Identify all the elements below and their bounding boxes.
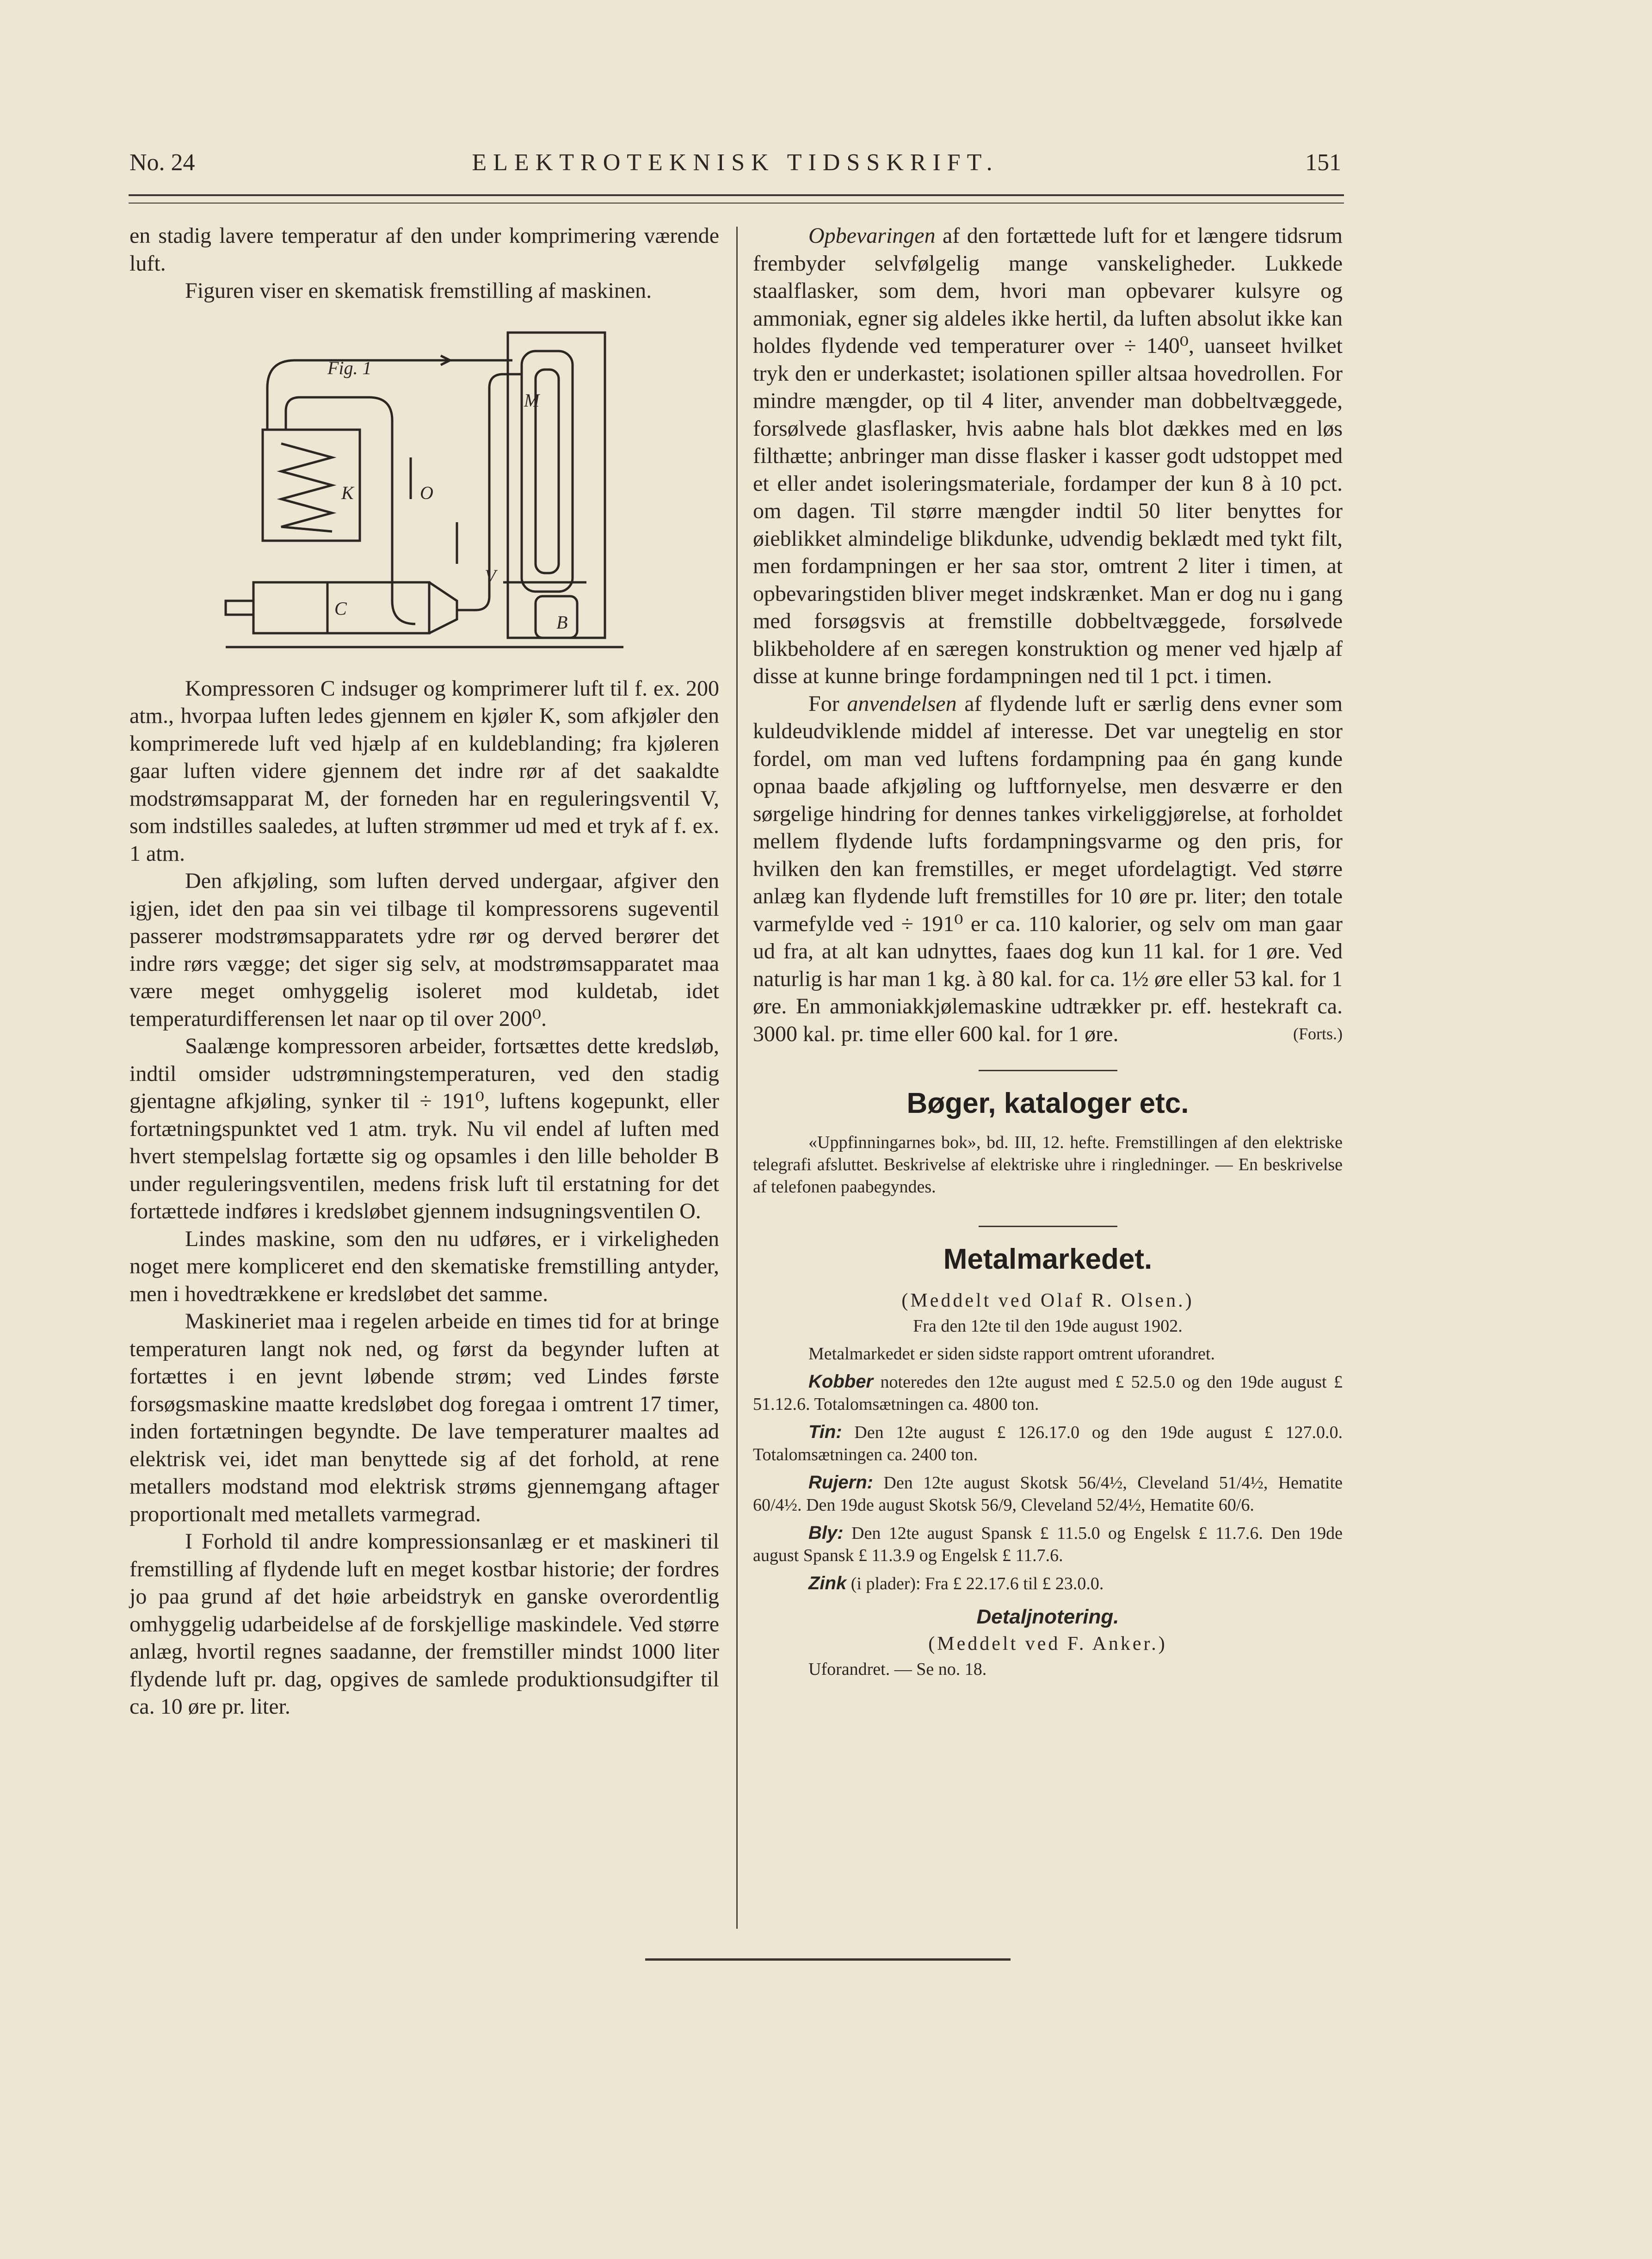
pipe-loop xyxy=(286,397,415,624)
paragraph: Figuren viser en skematisk fremstilling af maskinen. xyxy=(185,278,652,303)
paragraph: Maskineriet maa i regelen arbeide en times tid for at bringe temperaturen langt nok ned, og først da begynder luften at fortættes i en jevnt løbende strøm; ved Lindes første forsøgsmaskine maatte kredsløbet dog foregaa i omtrent 17 timer, inden fortætningen begyndte. De lave temperaturer maaltes ad elektrisk vei, idet man benyttede sig af det forhold, at rene metallers modstand mod elektrisk strøms gjennemgang aftager proportionalt med metallets varmegrad. xyxy=(129,1309,719,1526)
detalj-heading: Detaljnotering. xyxy=(976,1605,1119,1628)
left-column xyxy=(129,222,719,1721)
metal-credit: (Meddelt ved Olaf R. Olsen.) xyxy=(901,1290,1194,1311)
paragraph: Den afkjøling, som luften derved undergaar, afgiver den igjen, idet den paa sin vei tilbage til kompressorens sugeventil passerer modstrømsapparatets ydre rør og derved berører det indre rørs vægge; det siger sig selv, at modstrømsapparatet maa være meget omhyggelig isoleret mod kuldetab, idet temperaturdifferensen let naar op til over 200⁰. xyxy=(129,869,719,1031)
compressor-head xyxy=(429,582,457,633)
header-rule xyxy=(129,194,1344,204)
tin-entry xyxy=(753,1421,1343,1466)
entry-text: Den 12te august £ 126.17.0 og den 19de august £ 127.0.0. Totalomsætningen ca. 2400 ton. xyxy=(753,1422,1343,1464)
paragraph: I Forhold til andre kompressionsanlæg er et maskineri til fremstilling af flydende luft en meget kostbar historie; der fordres jo paa grund af det høie arbeidstryk en ganske overordentlig omhyggelig udarbeidelse af de forskjellige maskindele. Ved større anlæg, hvortil regnes saadanne, der fremstiller mindst 1000 liter flydende luft pr. dag, opgives de samlede produktionsudgifter til ca. 10 øre pr. liter. xyxy=(129,1529,719,1719)
kobber-entry xyxy=(753,1370,1343,1415)
bly-entry xyxy=(753,1522,1343,1567)
issue-number: No. 24 xyxy=(129,149,195,176)
paragraph-opbevaring xyxy=(753,222,1343,690)
entry-text: Den 12te august Skotsk 56/4½, Cleveland 51/4½, Hematite 60/4½. Den 19de august Skotsk 56/9, Cleveland 52/4½, Hematite 60/6. xyxy=(753,1473,1343,1515)
continued-note: (Forts.) xyxy=(1293,1024,1343,1043)
zink-entry xyxy=(753,1572,1343,1595)
label-v: V xyxy=(484,565,496,586)
emphasis: anvendelsen xyxy=(847,691,957,716)
paragraph-text: af den fortættede luft for et længere tidsrum frembyder selvfølgelig mange vanskeligheder. Lukkede staalflasker, som dem, hvori man opbevarer kulsyre og ammoniak, egner sig aldeles ikke hertil, da luften absolut ikke kan holdes flydende ved temperaturer over ÷ 140⁰, uanseet hvilket tryk den er underkastet; isolationen spiller altsaa hovedrollen. For mindre mængder, op til 4 liter, anvender man dobbeltvæggede, forsølvede glasflasker, hvis aabne hals blot dækkes med en løs filthætte; anbringer man disse flasker i kasser godt udstoppet med et eller andet isoleringsmateriale, fordamper der kun 8 à 10 pct. om dagen. Til større mængder indtil 50 liter benyttes for øieblikket almindelige blikdunke, udvendig beklædt med tykt filt, men fordampningen er her saa stor, omtrent 2 liter i timen, at opbevaringstiden bliver meget indskrænket. Man er dog nu i gang med forsøgsvis at fremstille dobbeltvæggede, forsølvede blikbeholdere af en særegen konstruktion og mener ved hjælp af disse at kunne bringe fordampningen ned til 1 pct. i timen. xyxy=(753,223,1343,688)
right-column xyxy=(753,222,1343,1680)
entry-label: Rujern: xyxy=(808,1472,873,1493)
paragraph-text: For xyxy=(808,691,847,716)
cooler-coil xyxy=(281,444,332,531)
metal-heading: Metalmarkedet. xyxy=(943,1243,1153,1275)
paragraph-text: af flydende luft er særlig dens evner som kuldeudviklende middel af interesse. Det var unegtelig en stor fordel, om man ved luftens fordampning paa én gang kunde opnaa baade afkjøling og luftfornyelse, men desværre er den sørgelige hindring for dennes tankes virkeliggjørelse, at forholdet mellem flydende lufts fordampningsvarme og den pris, for hvilken den kan fremstilles, er meget ufordelagtigt. Ved større anlæg kan flydende luft fremstilles for 10 øre pr. liter; den totale varmefylde ved ÷ 191⁰ er ca. 110 kalorier, og selv om man gaar ud fra, at alt kan udnyttes, faaes dog kun 11 kal. for 1 øre. Ved naturlig is har man 1 kg. à 80 kal. for ca. 1½ øre eller 53 kal. for 1 øre. En ammoniakkjølemaskine udtrækker pr. eff. hestekraft ca. 3000 kal. pr. time eller 600 kal. for 1 øre. xyxy=(753,691,1343,1046)
label-b: B xyxy=(556,611,567,633)
paragraph: Kompressoren C indsuger og komprimerer luft til f. ex. 200 atm., hvorpaa luften ledes gjennem en kjøler K, som afkjøler den komprimerede luft ved hjælp af en kuldeblanding; fra kjøleren gaar luften videre gjennem det indre rør af det saakaldte modstrømsapparat M, der forneden har en reguleringsventil V, som indstilles saaledes, at luften strømmer ud med et tryk af f. ex. 1 atm. xyxy=(129,676,719,866)
bottom-rule xyxy=(645,1958,1011,1961)
metal-dates: Fra den 12te til den 19de august 1902. xyxy=(913,1316,1183,1336)
label-o: O xyxy=(419,482,433,503)
paragraph: en stadig lavere temperatur af den under komprimering værende luft. xyxy=(129,223,719,276)
label-k: K xyxy=(341,482,354,503)
section-rule xyxy=(979,1070,1117,1071)
entry-label: Kobber xyxy=(808,1371,873,1392)
emphasis: Opbevaringen xyxy=(808,223,936,248)
piston-rod xyxy=(226,601,253,615)
paragraph: Saalænge kompressoren arbeider, fortsættes dette kredsløb, indtil omsider udstrømningstemperaturen, ved den stadig gjentagne afkjøling, synker til ÷ 191⁰, luftens kogepunkt, eller fortætningspunktet ved 1 atm. tryk. Nu vil endel af luften med hvert stempelslag fortætte sig og opsamles i den lille beholder B under reguleringsventilen, medens frisk luft til erstatning for det fortættede indføres i kredsløbet gjennem indsugningsventilen O. xyxy=(129,1034,719,1223)
outer-tube xyxy=(522,351,573,592)
rujern-entry xyxy=(753,1471,1343,1516)
running-header xyxy=(129,149,1341,181)
entry-text: noteredes den 12te august med £ 52.5.0 og den 19de august £ 51.12.6. Totalomsætningen ca. 4800 ton. xyxy=(753,1372,1343,1414)
section-rule xyxy=(979,1226,1117,1227)
column-divider xyxy=(736,227,738,1929)
detalj-credit: (Meddelt ved F. Anker.) xyxy=(928,1633,1167,1654)
machine-diagram xyxy=(216,323,633,656)
metal-intro: Metalmarkedet er siden sidste rapport omtrent uforandret. xyxy=(808,1344,1215,1364)
label-c: C xyxy=(334,598,347,619)
entry-label: Bly: xyxy=(808,1522,844,1543)
entry-text: (i plader): Fra £ 22.17.6 til £ 23.0.0. xyxy=(846,1574,1104,1593)
books-heading: Bøger, kataloger etc. xyxy=(906,1087,1189,1119)
page-number: 151 xyxy=(1305,149,1341,176)
detalj-text: Uforandret. — Se no. 18. xyxy=(808,1659,987,1679)
entry-label: Tin: xyxy=(808,1421,842,1442)
pipe-top xyxy=(267,357,512,430)
paragraph-anvendelse xyxy=(753,690,1343,1048)
entry-text: Den 12te august Spansk £ 11.5.0 og Engelsk £ 11.7.6. Den 19de august Spansk £ 11.3.9 og Engelsk £ 11.7.6. xyxy=(753,1523,1343,1565)
figure-label: Fig. 1 xyxy=(327,357,372,378)
entry-label: Zink xyxy=(808,1573,847,1593)
paragraph: Lindes maskine, som den nu udføres, er i virkeligheden noget mere kompliceret end den skematiske fremstilling antyder, men i hovedtrækkene er kredsløbet det samme. xyxy=(129,1226,719,1306)
books-text: «Uppfinningarnes bok», bd. III, 12. hefte. Fremstillingen af den elektriske telegrafi afsluttet. Beskrivelse af elektriske uhre i ringledninger. — En beskrivelse af telefonen paabegyndes. xyxy=(753,1133,1343,1197)
label-m: M xyxy=(524,389,539,411)
journal-title: ELEKTROTEKNISK TIDSSKRIFT. xyxy=(472,149,999,176)
